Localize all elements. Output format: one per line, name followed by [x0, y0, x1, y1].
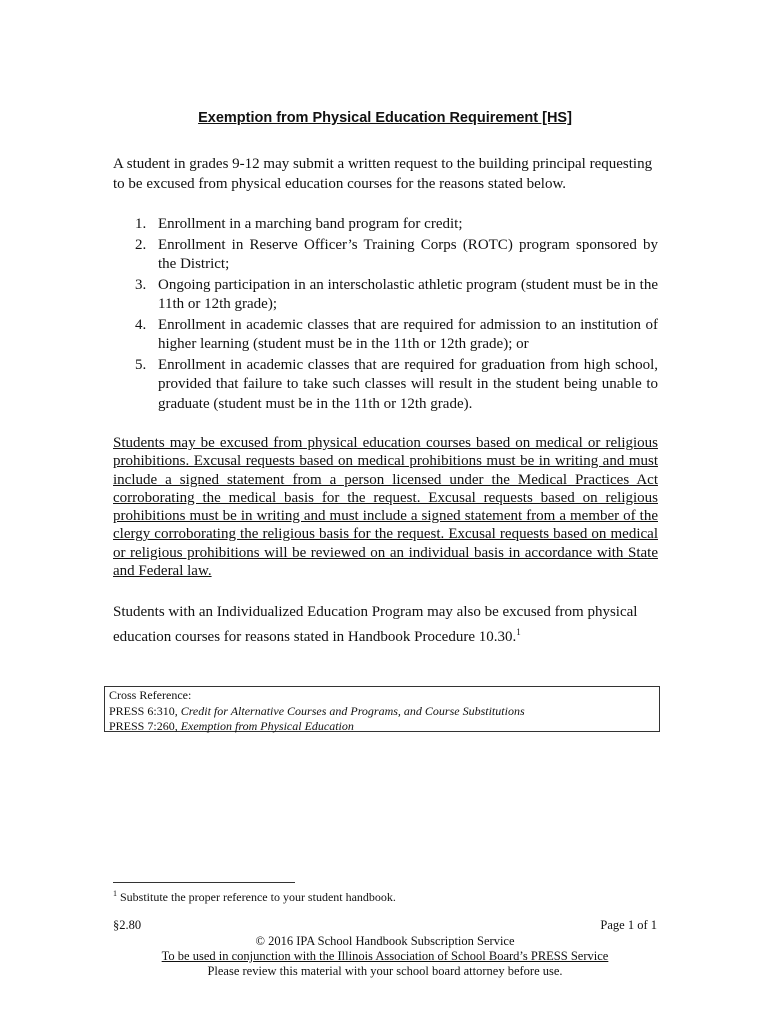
list-item-text: Enrollment in a marching band program for credit; [158, 216, 463, 232]
list-item-text: Enrollment in Reserve Officer’s Training Corps (ROTC) program sponsored by the District; [158, 236, 658, 272]
iep-paragraph [113, 602, 658, 647]
cross-reference-code: PRESS 6:310, [109, 703, 181, 718]
iep-paragraph-text: Students with an Individualized Education Program may also be excused from physical education courses for reasons stated in Handbook Procedure 10.30. [113, 604, 638, 645]
list-item [113, 215, 658, 235]
cross-reference-heading: Cross Reference: [109, 688, 192, 702]
list-item [113, 316, 658, 355]
list-item-number: 4. [135, 316, 147, 333]
footnote-divider [113, 882, 295, 883]
page-title: Exemption from Physical Education Requirement [HS] [198, 110, 572, 126]
footer-usage-note: To be used in conjunction with the Illinois Association of School Board’s PRESS Service [161, 949, 609, 963]
list-item [113, 236, 658, 275]
footer-copyright: © 2016 IPA School Handbook Subscription Service [255, 934, 515, 948]
list-item-text: Enrollment in academic classes that are required for graduation from high school, provided that failure to take such classes will result in the student being unable to graduate (student must be in the 11th or 12th grade). [158, 356, 658, 412]
cross-reference-box [104, 686, 660, 732]
list-item [113, 356, 658, 415]
list-item-number: 5. [135, 356, 147, 373]
list-item-number: 1. [135, 216, 147, 232]
list-item-text: Enrollment in academic classes that are required for admission to an institution of higher learning (student must be in the 11th or 12th grade); or [158, 316, 658, 352]
cross-reference-item [109, 704, 659, 720]
medical-religious-paragraph: Students may be excused from physical education courses based on medical or religious prohibitions. Excusal requests based on medical prohibitions must be in writing and must include a signed statement from a person licensed under the Medical Practices Act corroborating the medical basis for the request. Excusal requests based on religious prohibitions must be in writing and must include a signed statement from a member of the clergy corroborating the religious basis for the request. Excusal requests based on medical or religious prohibitions will be reviewed on an individual basis in accordance with State and Federal law. [113, 435, 658, 580]
reasons-list [113, 215, 658, 415]
list-item-number: 2. [135, 236, 147, 253]
section-number: §2.80 [113, 918, 142, 932]
footer-review-note: Please review this material with your school board attorney before use. [207, 964, 563, 978]
footnote-text: Substitute the proper reference to your student handbook. [117, 890, 396, 904]
cross-reference-title: Credit for Alternative Courses and Programs, and Course Substitutions [180, 703, 525, 718]
footnote-marker: 1 [516, 627, 521, 637]
list-item-text: Ongoing participation in an interscholastic athletic program (student must be in the 11th or 12th grade); [158, 276, 658, 312]
cross-reference-item [109, 719, 659, 735]
cross-reference-code: PRESS 7:260, [109, 719, 181, 733]
list-item [113, 276, 658, 315]
intro-paragraph: A student in grades 9-12 may submit a written request to the building principal requesting to be excused from physical education courses for the reasons stated below. [113, 156, 653, 192]
footnote [113, 889, 396, 905]
page-number: Page 1 of 1 [600, 918, 657, 932]
cross-reference-title: Exemption from Physical Education [180, 719, 354, 733]
list-item-number: 3. [135, 276, 147, 293]
footnote-number: 1 [113, 889, 117, 898]
